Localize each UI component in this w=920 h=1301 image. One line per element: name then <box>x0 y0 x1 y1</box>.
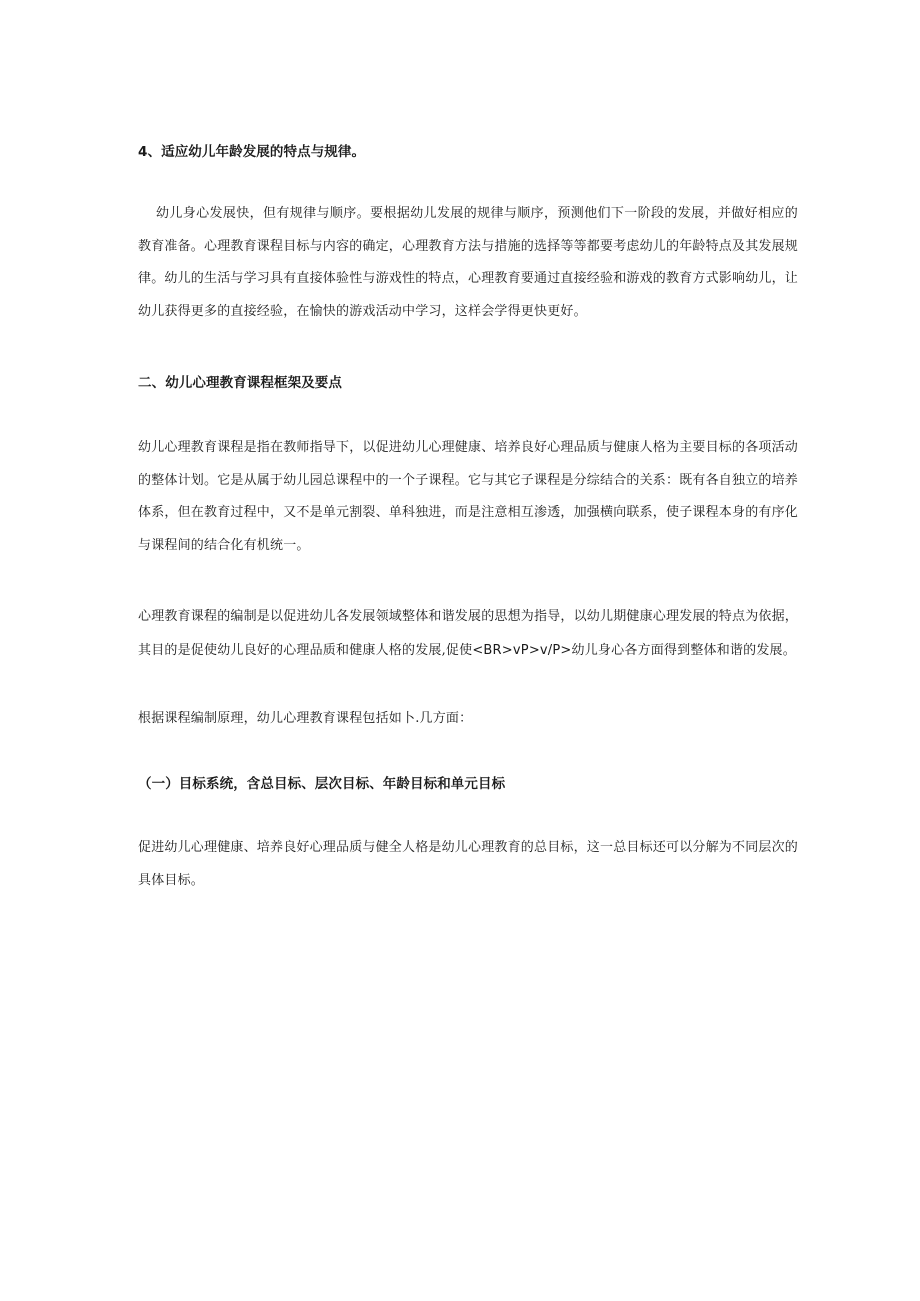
paragraph-general-goal: 促进幼儿心理健康、培养良好心理品质与健全人格是幼儿心理教育的总目标，这一总目标还可以分解为不同层次的具体目标。 <box>138 840 799 888</box>
section-heading-2: 二、幼儿心理教育课程框架及要点 <box>138 375 342 391</box>
paragraph-text-segment: 幼儿身心各方面得到整体和谐的发展。 <box>571 643 796 658</box>
stray-markup-text: <BR>vP>v/P> <box>472 643 572 658</box>
paragraph-curriculum-aspects: 根据课程编制原理，幼儿心理教育课程包括如卜.几方面： <box>138 711 473 726</box>
subsection-heading-goal-system: （一）目标系统，含总目标、层次目标、年龄目标和单元目标 <box>138 776 506 792</box>
paragraph-curriculum-definition: 幼儿心理教育课程是指在教师指导下，以促进幼儿心理健康、培养良好心理品质与健康人格为主要目标的各项活动的整体计划。它是从属于幼儿园总课程中的一个子课程。它与其它子课程是分综结合的关系：既有各自独立的培养体系，但在教育过程中，又不是单元割裂、单科独进，而是注意相互渗透，加强横向联系，使子课程本身的有序化与课程间的结合化有机统一。 <box>138 440 799 553</box>
paragraph-curriculum-design-line-1: 心理教育课程的编制是以促进幼儿各发展领域整体和谐发展的思想为指导，以幼儿期健康心理发展的特点为依据， <box>138 609 799 624</box>
section-heading-4: 4、适应幼儿年龄发展的特点与规律。 <box>138 144 366 160</box>
paragraph-curriculum-design-line-2 <box>138 642 796 660</box>
paragraph-development-rules: 幼儿身心发展快，但有规律与顺序。要根据幼儿发展的规律与顺序，预测他们下一阶段的发展，并做好相应的教育准备。心理教育课程目标与内容的确定，心理教育方法与措施的选择等等都要考虑幼儿的年龄特点及其发展规律。幼儿的生活与学习具有直接体验性与游戏性的特点，心理教育要通过直接经验和游戏的教育方式影响幼儿，让幼儿获得更多的直接经验，在愉快的游戏活动中学习，这样会学得更快更好。 <box>138 206 799 319</box>
paragraph-text-segment: 其目的是促使幼儿良好的心理品质和健康人格的发展,促使 <box>138 643 473 658</box>
